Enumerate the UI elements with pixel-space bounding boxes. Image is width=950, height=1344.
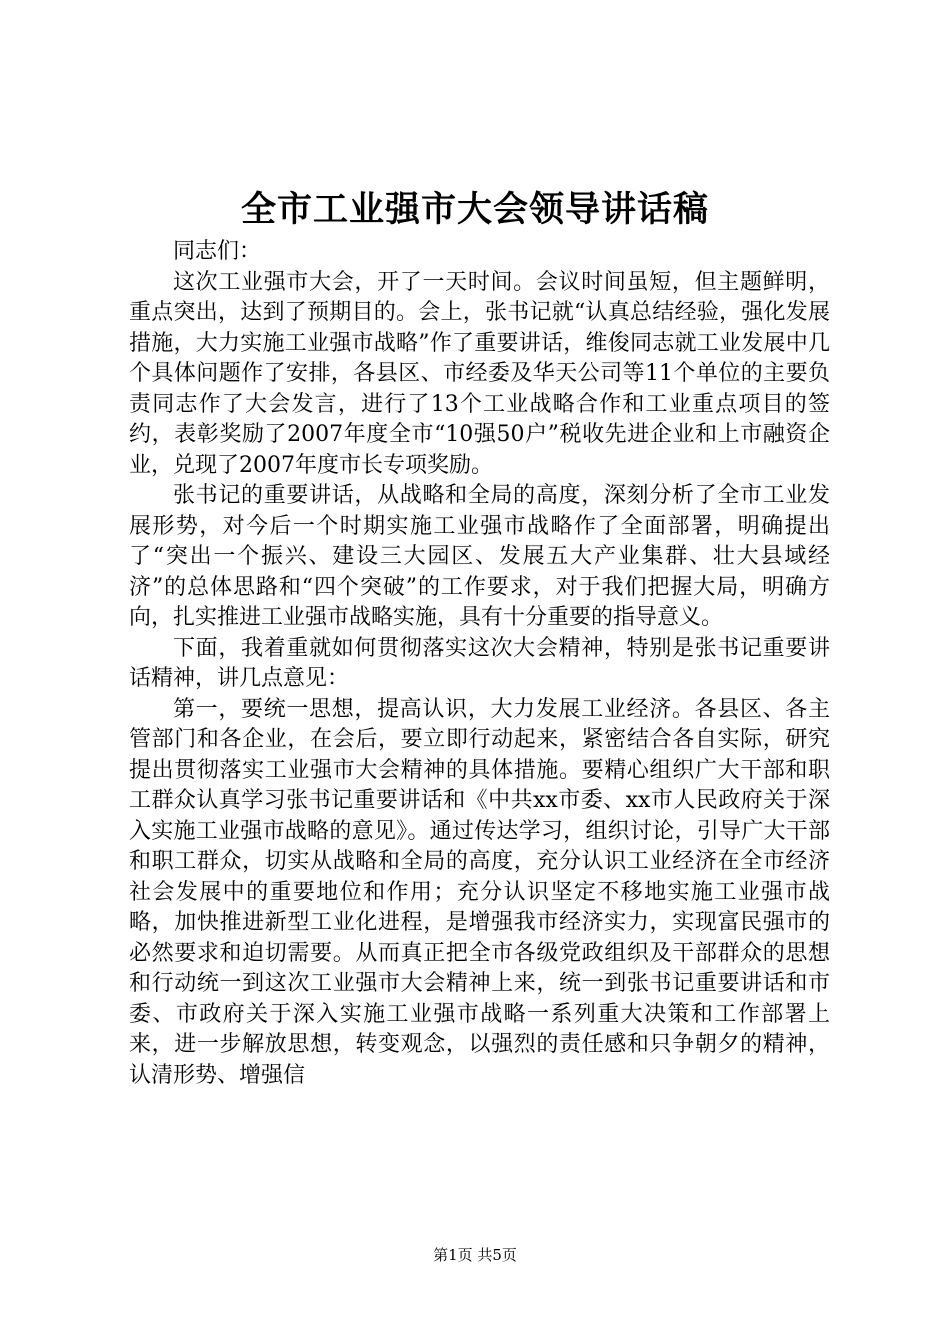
document-body xyxy=(129,237,830,1091)
body-paragraph: 这次工业强市大会，开了一天时间。会议时间虽短，但主题鲜明，重点突出，达到了预期目的。会上，张书记就“认真总结经验，强化发展措施，大力实施工业强市战略”作了重要讲话，维俊同志就工业发展中几个具体问题作了安排，各县区、市经委及华天公司等11个单位的主要负责同志作了大会发言，进行了13个工业战略合作和工业重点项目的签约，表彰奖励了2007年度全市“10强50户”税收先进企业和上市融资企业，兑现了2007年度市长专项奖励。 xyxy=(129,269,830,478)
page-number-footer: 第1页 共5页 xyxy=(433,1246,517,1264)
salutation-paragraph: 同志们： xyxy=(173,239,262,264)
body-paragraph: 第一，要统一思想，提高认识，大力发展工业经济。各县区、各主管部门和各企业，在会后，要立即行动起来，紧密结合各自实际，研究提出贯彻落实工业强市大会精神的具体措施。要精心组织广大干部和职工群众认真学习张书记重要讲话和《中共xx市委、xx市人民政府关于深入实施工业强市战略的意见》。通过传达学习，组织讨论，引导广大干部和职工群众，切实从战略和全局的高度，充分认识工业经济在全市经济社会发展中的重要地位和作用；充分认识坚定不移地实施工业强市战略，加快推进新型工业化进程，是增强我市经济实力，实现富民强市的必然要求和迫切需要。从而真正把全市各级党政组织及干部群众的思想和行动统一到这次工业强市大会精神上来，统一到张书记重要讲话和市委、市政府关于深入实施工业强市战略一系列重大决策和工作部署上来，进一步解放思想，转变观念，以强烈的责任感和只争朝夕的精神，认清形势、增强信 xyxy=(129,696,830,1088)
body-paragraph: 张书记的重要讲话，从战略和全局的高度，深刻分析了全市工业发展形势，对今后一个时期实施工业强市战略作了全面部署，明确提出了“突出一个振兴、建设三大园区、发展五大产业集群、壮大县域经济”的总体思路和“四个突破”的工作要求，对于我们把握大局，明确方向，扎实推进工业强市战略实施，具有十分重要的指导意义。 xyxy=(129,483,830,630)
body-paragraph: 下面，我着重就如何贯彻落实这次大会精神，特别是张书记重要讲话精神，讲几点意见： xyxy=(129,635,830,691)
document-title: 全市工业强市大会领导讲话稿 xyxy=(240,189,709,230)
